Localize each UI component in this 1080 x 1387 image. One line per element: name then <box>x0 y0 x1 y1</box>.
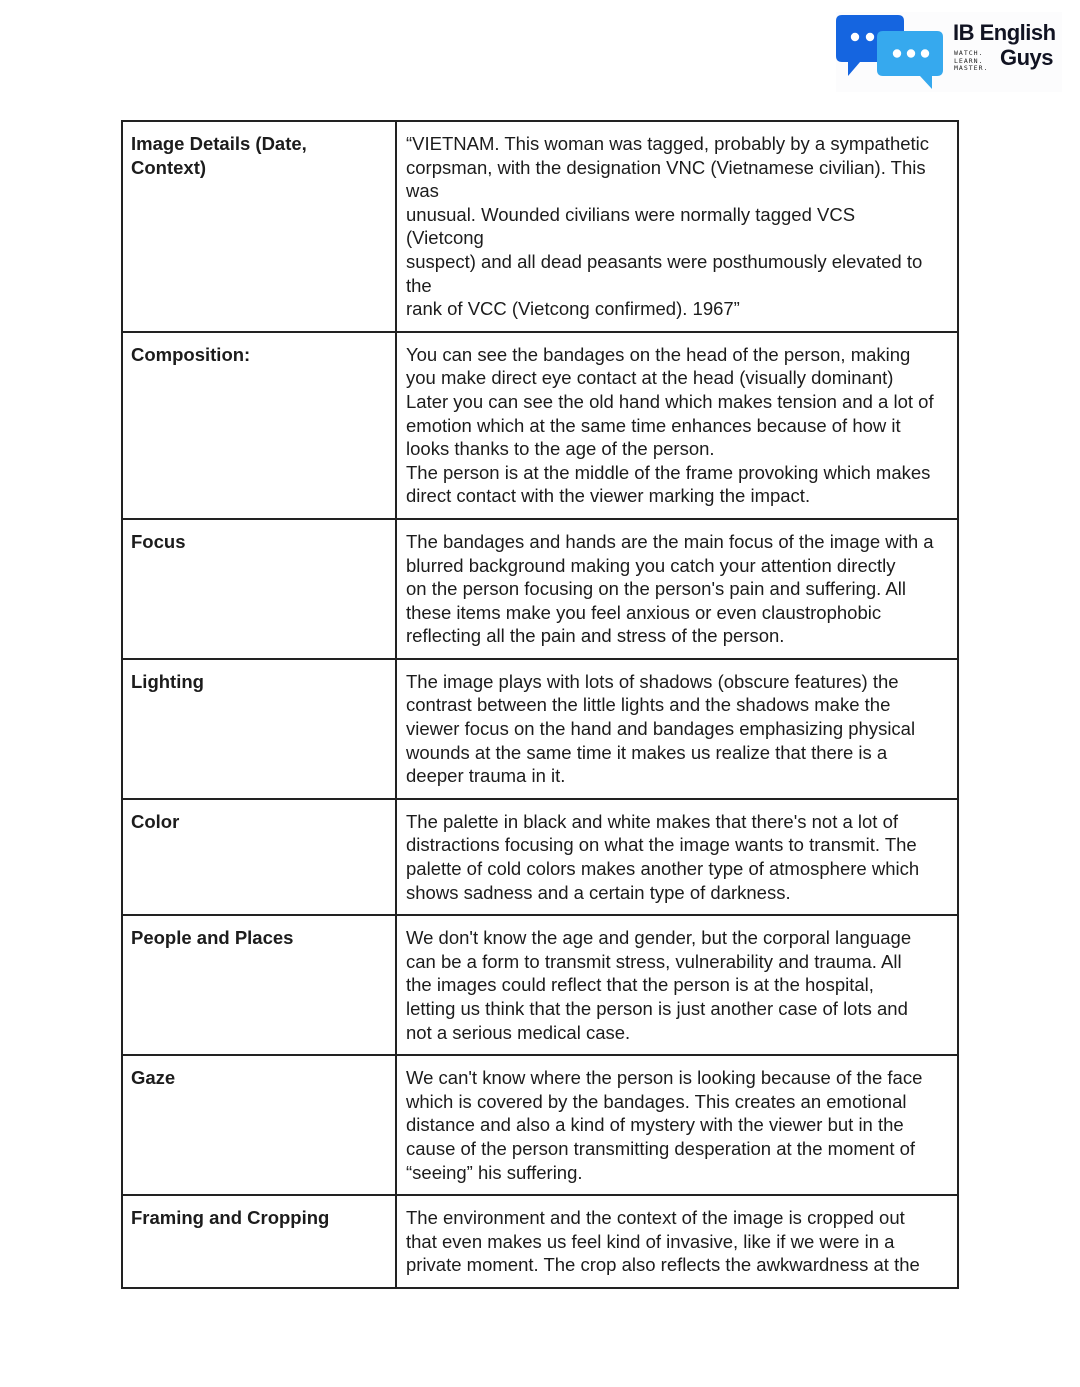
text-line: emotion which at the same time enhances because of how it <box>406 414 901 436</box>
text-line: cause of the person transmitting desperation at the moment of <box>406 1138 916 1159</box>
text-line: direct contact with the viewer marking the impact. <box>406 485 811 507</box>
row-value-framing-and-cropping <box>396 1195 958 1288</box>
text-line: suspect) and all dead peasants were posthumously elevated to <box>406 250 923 272</box>
text-line: distance and also a kind of mystery with the viewer but in the <box>406 1114 904 1136</box>
text-line: We don't know the age and gender, but the corporal language <box>406 927 912 949</box>
tagline-master: MASTER. <box>954 64 989 72</box>
front-chat-bubble-icon <box>877 31 943 89</box>
row-label-lighting: Lighting <box>122 659 396 799</box>
text-line: wounds at the same time it makes us realize that there is a <box>406 741 888 763</box>
table-row-gaze <box>122 1055 958 1195</box>
text-line: these items make you feel anxious or even claustrophobic <box>406 601 882 623</box>
table-row-people-and-places <box>122 915 958 1055</box>
text-line: blurred background making you catch your attention directly <box>406 554 896 576</box>
table-row-lighting <box>122 659 958 799</box>
text-line: reflecting all the pain and stress of the person. <box>406 625 785 647</box>
text-line: The image plays with lots of shadows (obscure features) the <box>406 670 899 692</box>
text-line: private moment. The crop also reflects the awkwardness at the <box>406 1254 920 1276</box>
brand-name-line2: Guys <box>1000 45 1054 70</box>
text-line: corpsman, with the designation VNC (Vietnamese civilian). This <box>406 156 926 178</box>
text-line: contrast between the little lights and the shadows make the <box>406 694 891 716</box>
row-value-focus <box>396 519 958 659</box>
text-line: on the person focusing on the person's pain and suffering. All <box>406 578 906 600</box>
ib-english-guys-logo <box>836 12 1062 92</box>
row-label-focus: Focus <box>122 519 396 659</box>
row-label-composition: Composition: <box>122 332 396 519</box>
text-line: which is covered by the bandages. This creates an emotional <box>406 1090 907 1112</box>
text-line: Later you can see the old hand which makes tension and a lot of <box>406 390 934 412</box>
text-line: unusual. Wounded civilians were normally tagged VCS <box>406 203 856 225</box>
table-row-composition <box>122 332 958 519</box>
label-line: Context) <box>131 156 207 178</box>
text-line: the images could reflect that the person is at the hospital, <box>406 974 874 996</box>
row-value-people-and-places <box>396 915 958 1055</box>
text-line: “VIETNAM. This woman was tagged, probably by a sympathetic <box>406 133 930 154</box>
brand-tagline <box>954 50 988 73</box>
row-label-people-and-places: People and Places <box>122 915 396 1055</box>
row-label-framing-and-cropping: Framing and Cropping <box>122 1195 396 1288</box>
text-line: The palette in black and white makes that there's not a lot of <box>406 810 899 832</box>
row-label-gaze: Gaze <box>122 1055 396 1195</box>
text-line: was <box>406 180 439 202</box>
text-line: rank of VCC (Vietcong confirmed). 1967” <box>406 298 740 320</box>
row-value-color <box>396 799 958 915</box>
text-line: The person is at the middle of the frame provoking which makes <box>406 461 931 483</box>
text-line: The bandages and hands are the main focus of the image with a <box>406 530 934 552</box>
row-value-image-details <box>396 121 958 332</box>
row-label-color: Color <box>122 799 396 915</box>
table-row-focus <box>122 519 958 659</box>
brand-name-line1: IB English <box>953 20 1056 45</box>
text-line: not a serious medical case. <box>406 1021 631 1043</box>
text-line: can be a form to transmit stress, vulnerability and trauma. All <box>406 950 902 972</box>
table-row-color <box>122 799 958 915</box>
chat-bubbles-icon <box>836 12 946 90</box>
text-line: you make direct eye contact at the head (visually dominant) <box>406 367 894 389</box>
tagline-watch: WATCH. <box>954 49 984 57</box>
row-value-composition <box>396 332 958 519</box>
text-line: that even makes us feel kind of invasive, like if we were in a <box>406 1230 895 1252</box>
text-line: “seeing” his suffering. <box>406 1161 583 1183</box>
text-line: deeper trauma in it. <box>406 765 566 787</box>
row-value-lighting <box>396 659 958 799</box>
image-analysis-table <box>121 120 959 1289</box>
tagline-learn: LEARN. <box>954 56 984 65</box>
text-line: viewer focus on the hand and bandages emphasizing physical <box>406 718 916 740</box>
text-line: The environment and the context of the image is cropped out <box>406 1207 905 1229</box>
table-row-framing-and-cropping <box>122 1195 958 1288</box>
text-line: palette of cold colors makes another type of atmosphere which <box>406 858 920 880</box>
text-line: distractions focusing on what the image wants to transmit. The <box>406 834 917 856</box>
text-line: You can see the bandages on the head of the person, making <box>406 343 911 365</box>
text-line: (Vietcong <box>406 227 484 249</box>
text-line: shows sadness and a certain type of darkness. <box>406 881 791 903</box>
text-line: letting us think that the person is just another case of lots and <box>406 998 908 1020</box>
text-line: looks thanks to the age of the person. <box>406 438 715 460</box>
label-line: Image Details (Date, <box>131 133 307 154</box>
row-label-image-details <box>122 121 396 332</box>
table-row-image-details <box>122 121 958 332</box>
text-line: the <box>406 274 432 296</box>
row-value-gaze <box>396 1055 958 1195</box>
text-line: We can't know where the person is looking because of the face <box>406 1067 923 1089</box>
